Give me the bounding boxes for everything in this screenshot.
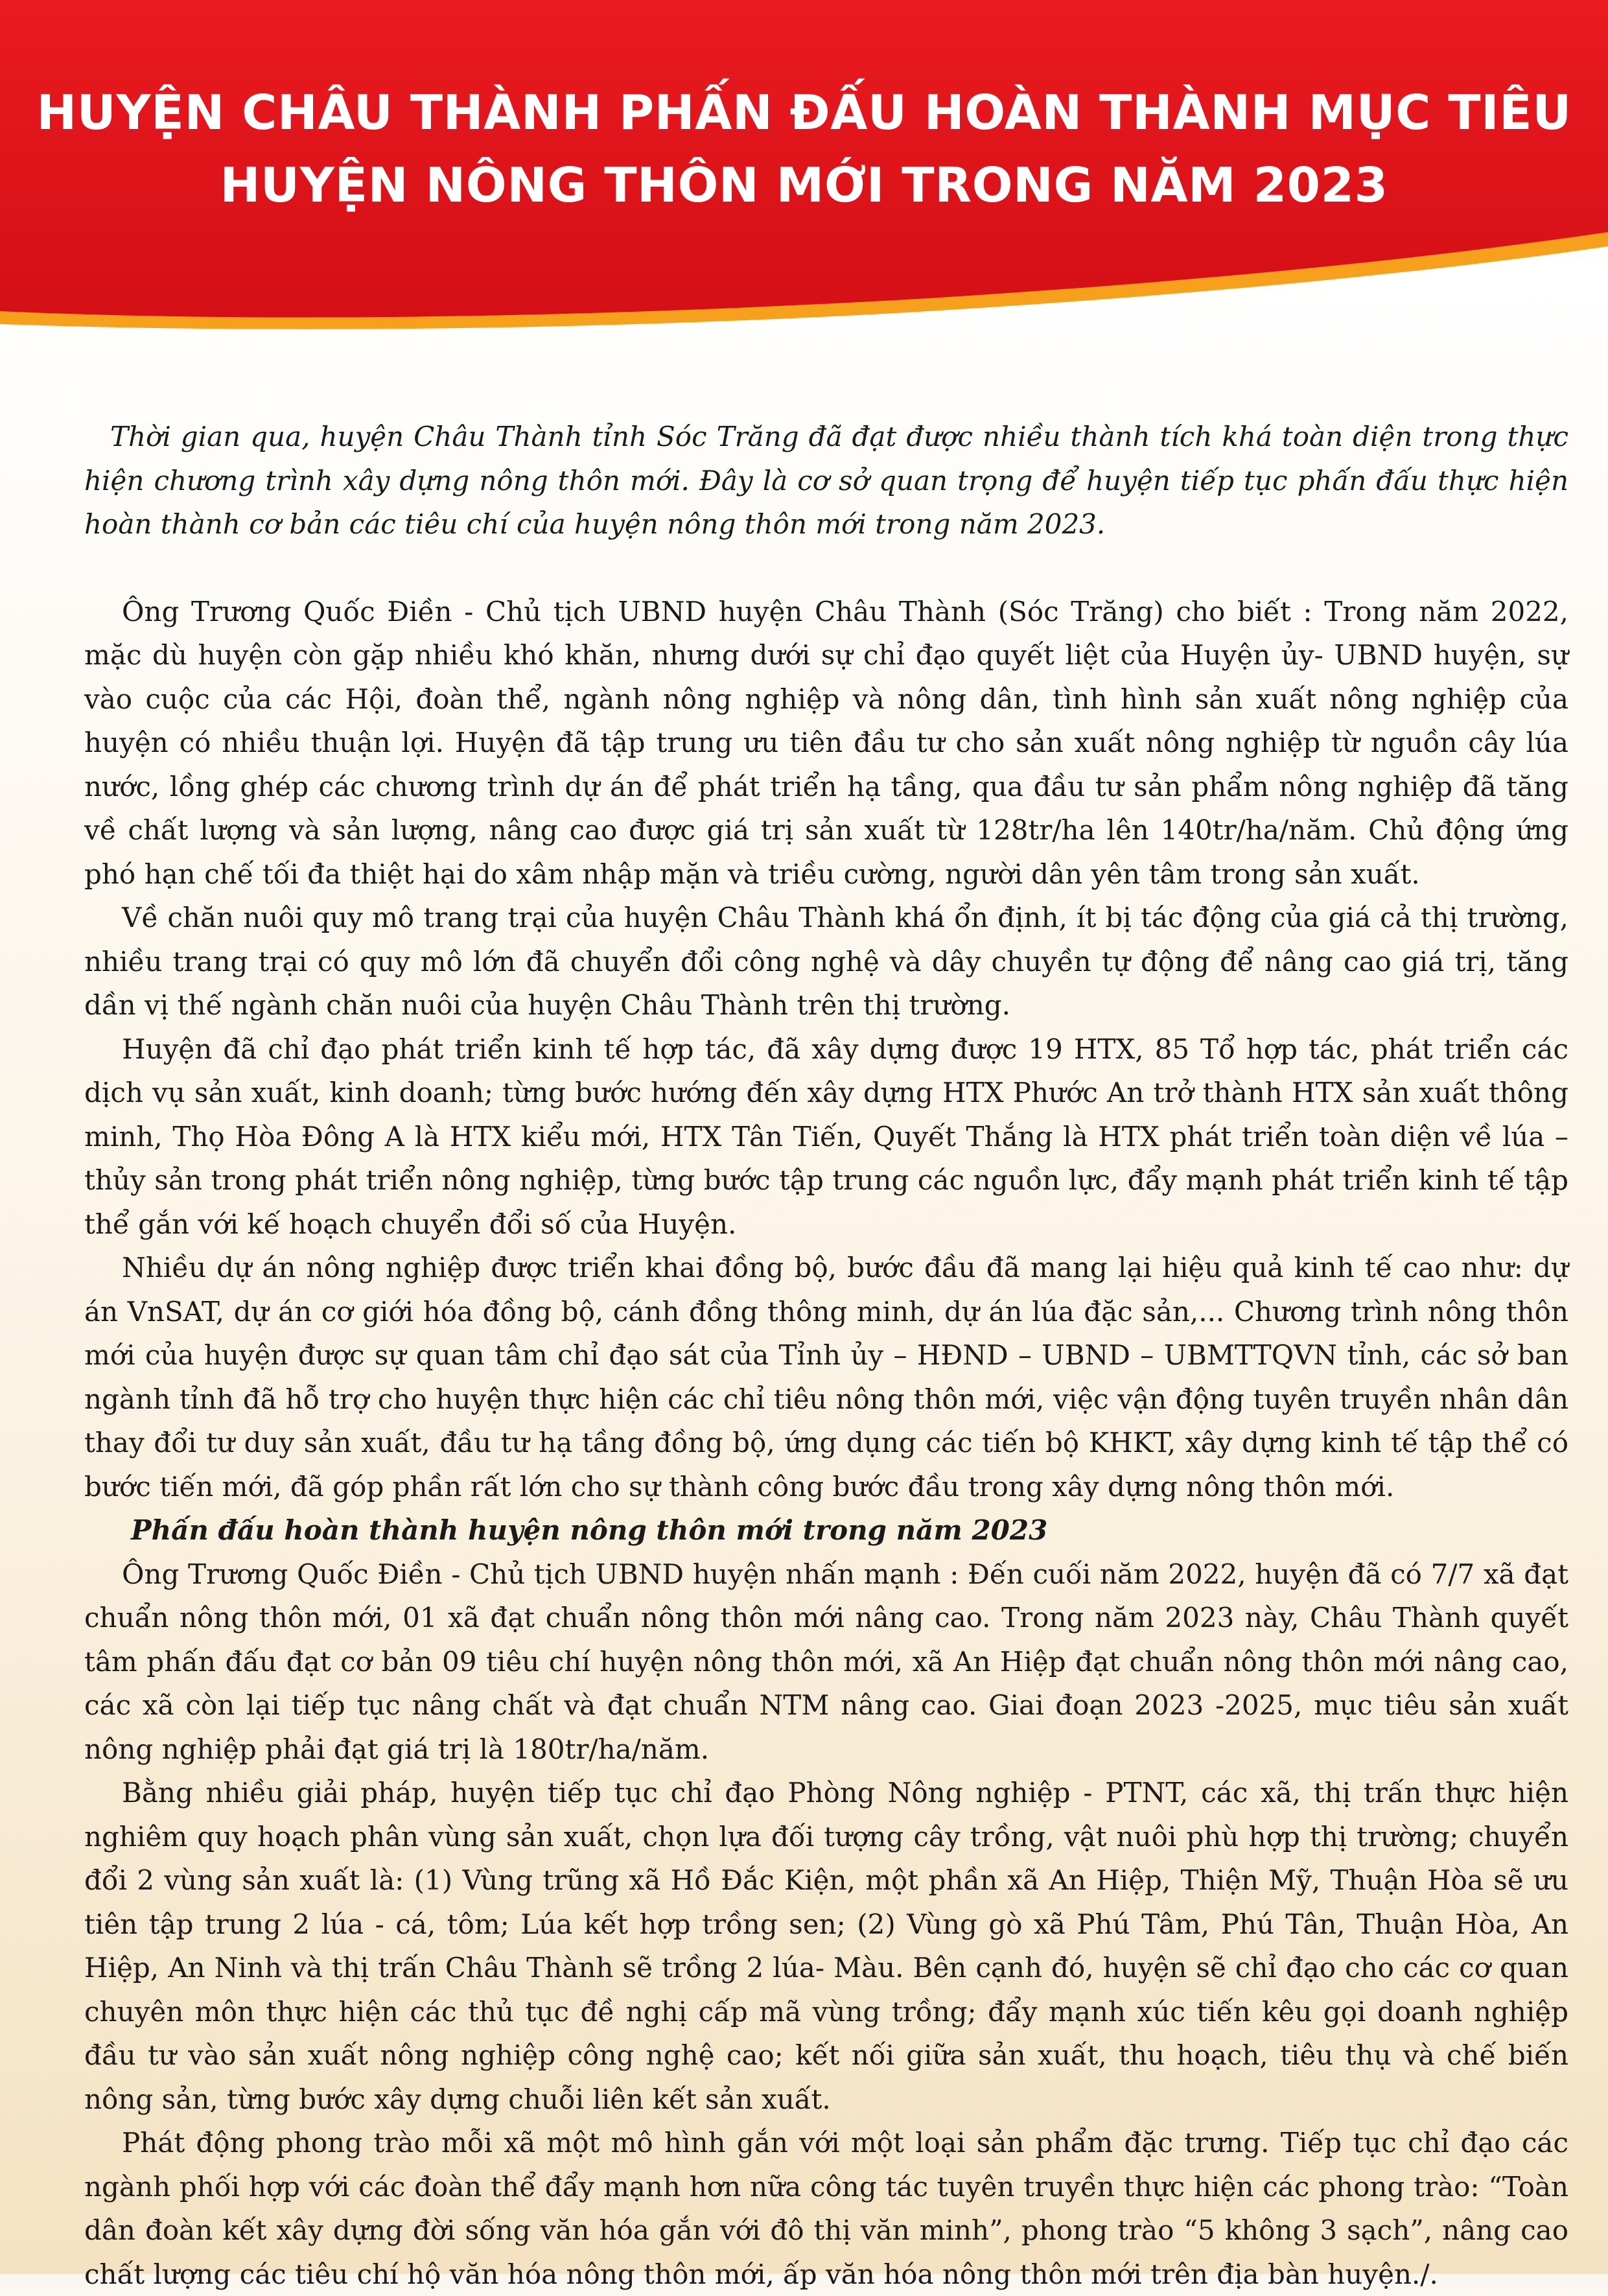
lead-paragraph: Thời gian qua, huyện Châu Thành tỉnh Sóc Trăng đã đạt được nhiều thành tích khá toàn diện trong thực hiện chương trình xây dựng nông thôn mới. Đây là cơ sở quan trọng để huyện tiếp tục phấn đấu thực hiện hoàn thành cơ bản các tiêu chí của huyện nông thôn mới trong năm 2023. <box>84 421 1568 540</box>
article-body <box>84 415 1568 2296</box>
paragraph-4: Nhiều dự án nông nghiệp được triển khai đồng bộ, bước đầu đã mang lại hiệu quả kinh tế cao như: dự án VnSAT, dự án cơ giới hóa đồng bộ, cánh đồng thông minh, dự án lúa đặc sản,... Chương trình nông thôn mới của huyện được sự quan tâm chỉ đạo sát của Tỉnh ủy – HĐND – UBND – UBMTTQVN tỉnh, các sở ban ngành tỉnh đã hỗ trợ cho huyện thực hiện các chỉ tiêu nông thôn mới, việc vận động tuyên truyền nhân dân thay đổi tư duy sản xuất, đầu tư hạ tầng đồng bộ, ứng dụng các tiến bộ KHKT, xây dựng kinh tế tập thể có bước tiến mới, đã góp phần rất lớn cho sự thành công bước đầu trong xây dựng nông thôn mới. <box>84 1252 1568 1503</box>
paragraph-5: Ông Trương Quốc Điền - Chủ tịch UBND huyện nhấn mạnh : Đến cuối năm 2022, huyện đã có 7/7 xã đạt chuẩn nông thôn mới, 01 xã đạt chuẩn nông thôn mới nâng cao. Trong năm 2023 này, Châu Thành quyết tâm phấn đấu đạt cơ bản 09 tiêu chí huyện nông thôn mới, xã An Hiệp đạt chuẩn nông thôn mới nâng cao, các xã còn lại tiếp tục nâng chất và đạt chuẩn NTM nâng cao. Giai đoạn 2023 -2025, mục tiêu sản xuất nông nghiệp phải đạt giá trị là 180tr/ha/năm. <box>84 1558 1568 1765</box>
header-banner <box>0 0 1608 363</box>
headline-line-2: HUYỆN NÔNG THÔN MỚI TRONG NĂM 2023 <box>220 158 1388 213</box>
section-subheading: Phấn đấu hoàn thành huyện nông thôn mới trong năm 2023 <box>131 1514 1048 1546</box>
paragraph-6: Bằng nhiều giải pháp, huyện tiếp tục chỉ đạo Phòng Nông nghiệp - PTNT, các xã, thị trấn thực hiện nghiêm quy hoạch phân vùng sản xuất, chọn lựa đối tượng cây trồng, vật nuôi phù hợp thị trường; chuyển đổi 2 vùng sản xuất là: (1) Vùng trũng xã Hồ Đắc Kiện, một phần xã An Hiệp, Thiện Mỹ, Thuận Hòa sẽ ưu tiên tập trung 2 lúa - cá, tôm; Lúa kết hợp trồng sen; (2) Vùng gò xã Phú Tâm, Phú Tân, Thuận Hòa, An Hiệp, An Ninh và thị trấn Châu Thành sẽ trồng 2 lúa- Màu. Bên cạnh đó, huyện sẽ chỉ đạo cho các cơ quan chuyên môn thực hiện các thủ tục đề nghị cấp mã vùng trồng; đẩy mạnh xúc tiến kêu gọi doanh nghiệp đầu tư vào sản xuất nông nghiệp công nghệ cao; kết nối giữa sản xuất, thu hoạch, tiêu thụ và chế biến nông sản, từng bước xây dựng chuỗi liên kết sản xuất. <box>84 1777 1568 2115</box>
headline <box>0 76 1608 222</box>
paragraph-2: Về chăn nuôi quy mô trang trại của huyện Châu Thành khá ổn định, ít bị tác động của giá cả thị trường, nhiều trang trại có quy mô lớn đã chuyển đổi công nghệ và dây chuyền tự động để nâng cao giá trị, tăng dần vị thế ngành chăn nuôi của huyện Châu Thành trên thị trường. <box>84 902 1568 1021</box>
headline-line-1: HUYỆN CHÂU THÀNH PHẤN ĐẤU HOÀN THÀNH MỤC TIÊU <box>36 85 1572 141</box>
paragraph-7: Phát động phong trào mỗi xã một mô hình gắn với một loại sản phẩm đặc trưng. Tiếp tục chỉ đạo các ngành phối hợp với các đoàn thể đẩy mạnh hơn nữa công tác tuyên truyền thực hiện các phong trào: “Toàn dân đoàn kết xây dựng đời sống văn hóa gắn với đô thị văn minh”, phong trào “5 không 3 sạch”, nâng cao chất lượng các tiêu chí hộ văn hóa nông thôn mới, ấp văn hóa nông thôn mới trên địa bàn huyện./. <box>84 2127 1568 2290</box>
paragraph-1: Ông Trương Quốc Điền - Chủ tịch UBND huyện Châu Thành (Sóc Trăng) cho biết : Trong năm 2022, mặc dù huyện còn gặp nhiều khó khăn, nhưng dưới sự chỉ đạo quyết liệt của Huyện ủy- UBND huyện, sự vào cuộc của các Hội, đoàn thể, ngành nông nghiệp và nông dân, tình hình sản xuất nông nghiệp của huyện có nhiều thuận lợi. Huyện đã tập trung ưu tiên đầu tư cho sản xuất nông nghiệp từ nguồn cây lúa nước, lồng ghép các chương trình dự án để phát triển hạ tầng, qua đầu tư sản phẩm nông nghiệp đã tăng về chất lượng và sản lượng, nâng cao được giá trị sản xuất từ 128tr/ha lên 140tr/ha/năm. Chủ động ứng phó hạn chế tối đa thiệt hại do xâm nhập mặn và triều cường, người dân yên tâm trong sản xuất. <box>84 595 1568 890</box>
paragraph-3: Huyện đã chỉ đạo phát triển kinh tế hợp tác, đã xây dựng được 19 HTX, 85 Tổ hợp tác, phát triển các dịch vụ sản xuất, kinh doanh; từng bước hướng đến xây dựng HTX Phước An trở thành HTX sản xuất thông minh, Thọ Hòa Đông A là HTX kiểu mới, HTX Tân Tiến, Quyết Thắng là HTX phát triển toàn diện về lúa – thủy sản trong phát triển nông nghiệp, từng bước tập trung các nguồn lực, đẩy mạnh phát triển kinh tế tập thể gắn với kế hoạch chuyển đổi số của Huyện. <box>84 1033 1568 1240</box>
